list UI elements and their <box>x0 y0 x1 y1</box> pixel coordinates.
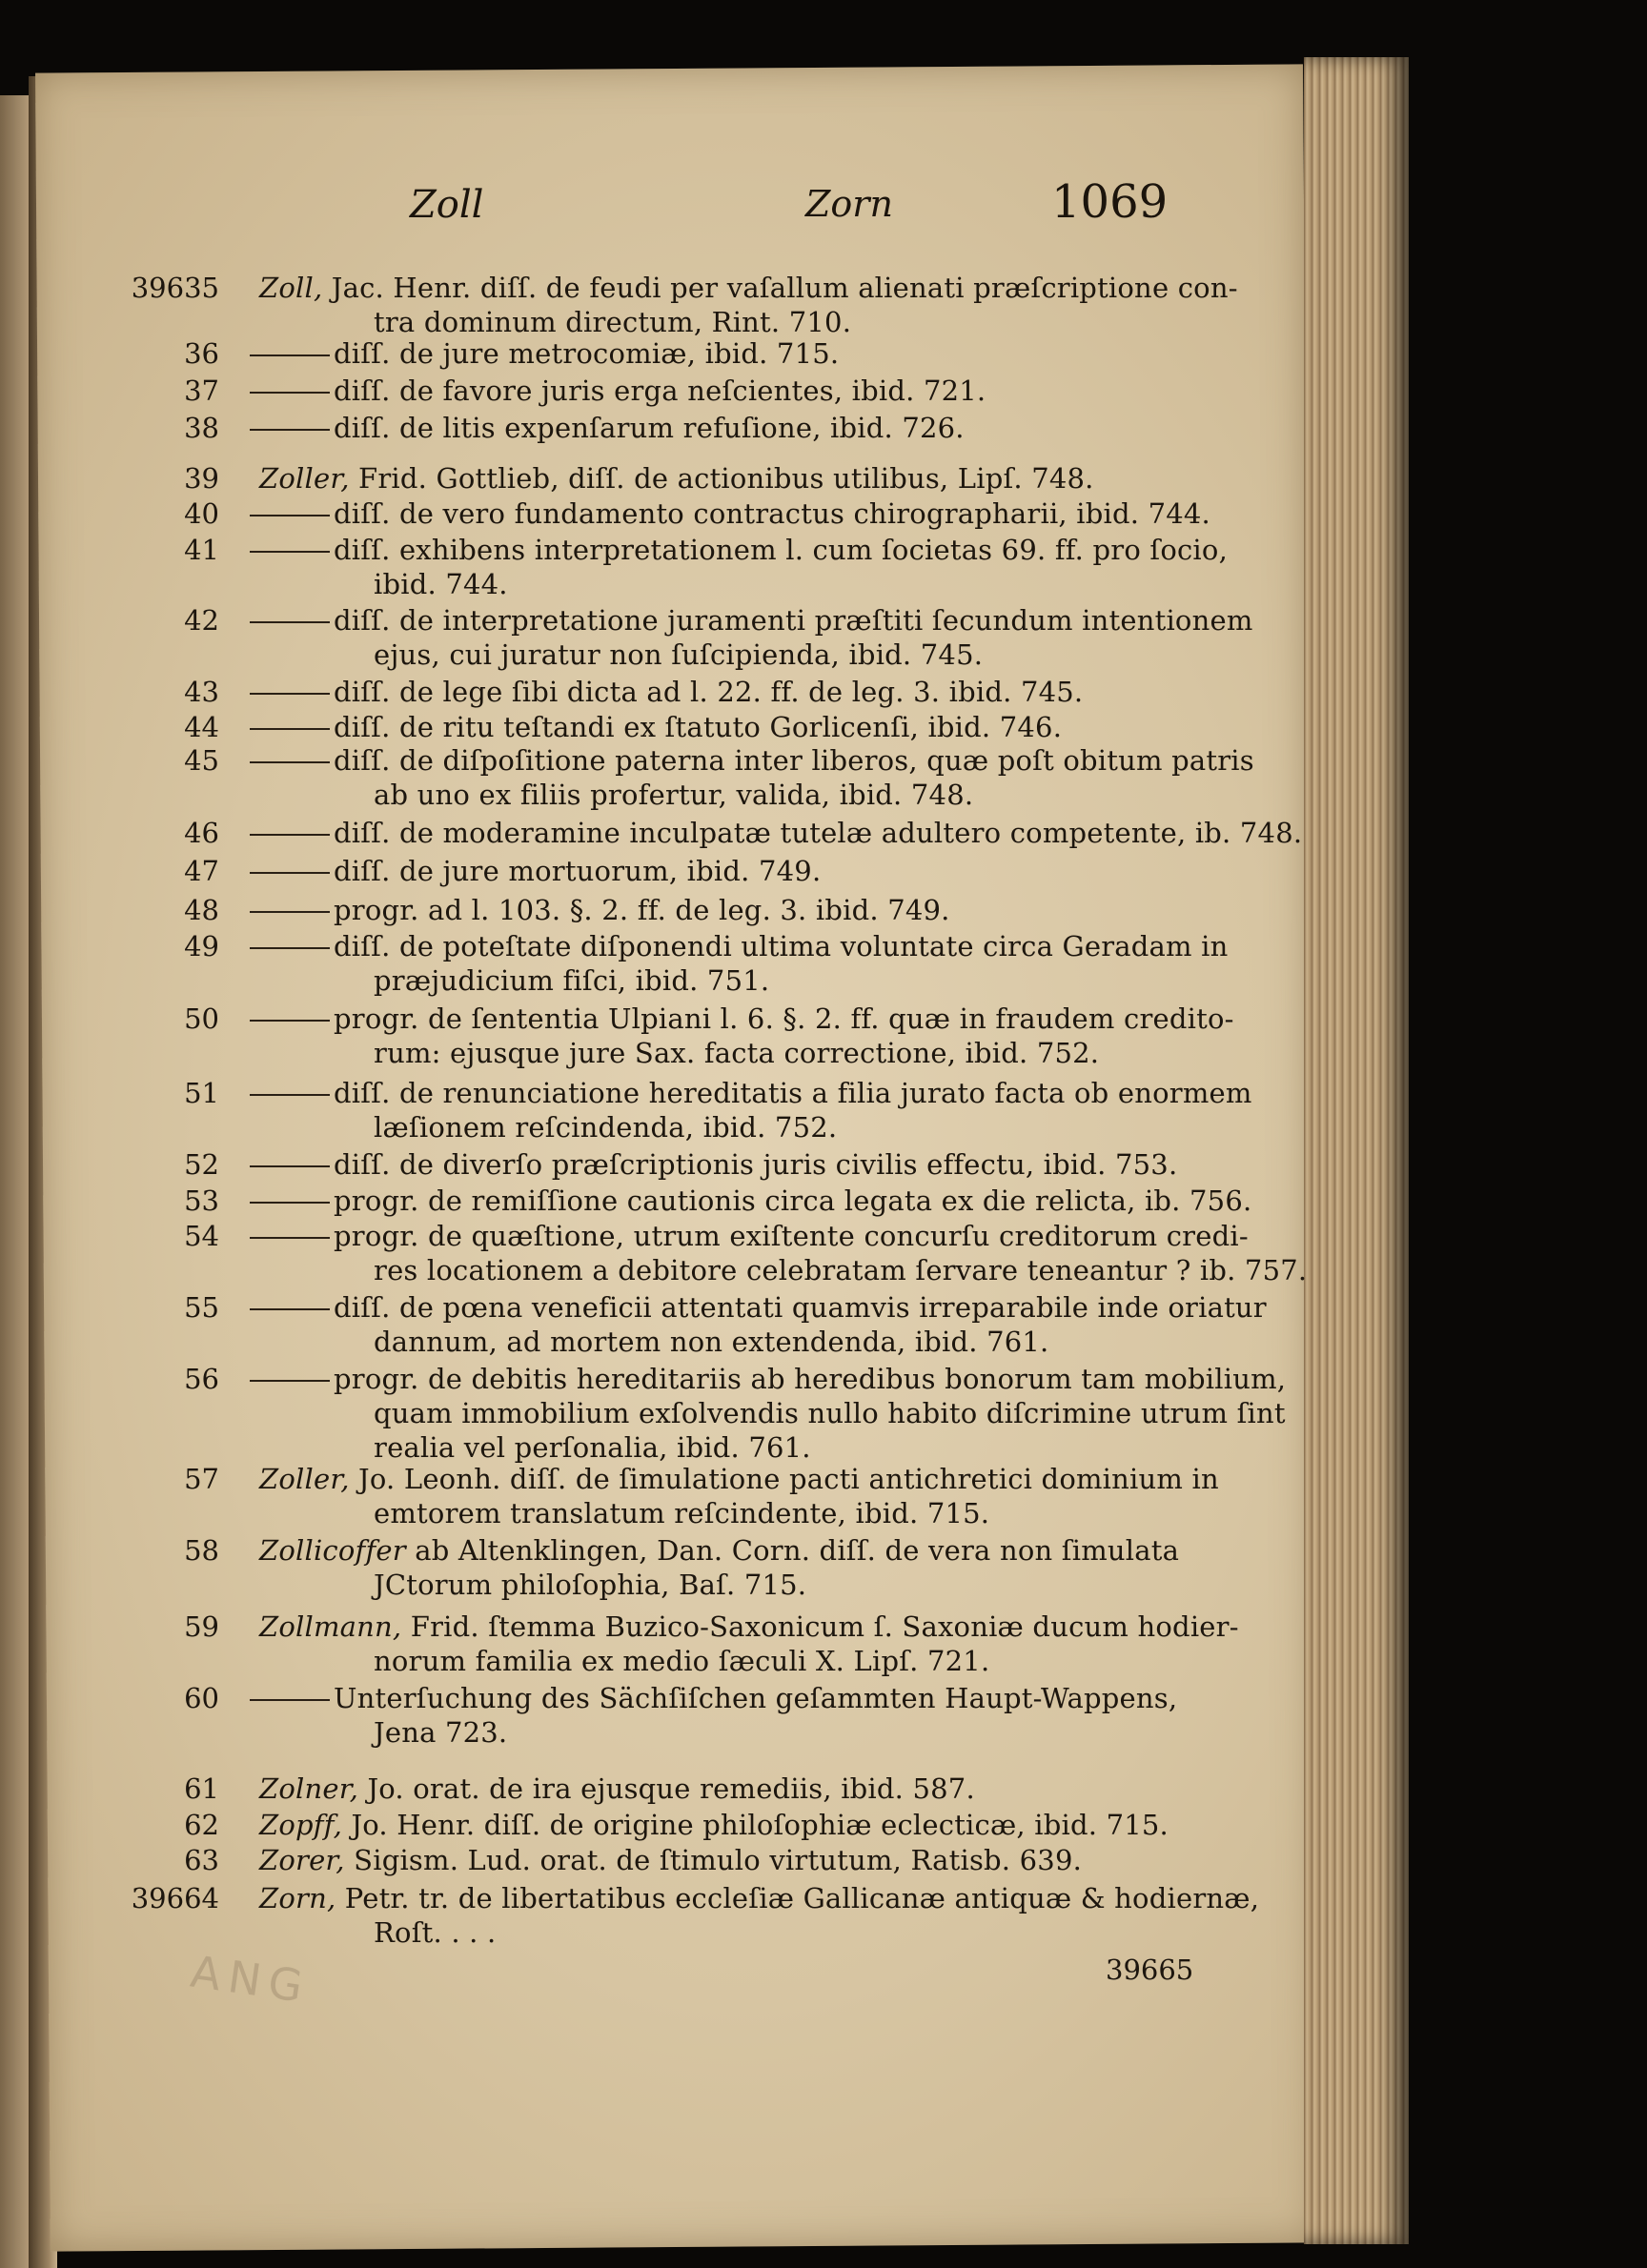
entry-text <box>259 1772 975 1805</box>
entry-text: diſſ. de poteſtate diſponendi ultima voluntate circa Geradam in <box>334 930 1229 962</box>
entry-text-continuation: Roſt. . . . <box>374 1916 497 1949</box>
entry-number: 59 <box>184 1610 219 1643</box>
author-name: Zolner, <box>259 1772 368 1805</box>
entry-text-continuation: emtorem translatum reſcindente, ibid. 715. <box>374 1497 990 1529</box>
entry-line: Jac. Henr. diſſ. de feudi per vaſallum alienati præſcriptione con- <box>331 272 1238 304</box>
entry-text: diſſ. de pœna veneficii attentati quamvis irreparabile inde oriatur <box>334 1291 1267 1324</box>
entry-line: Jo. orat. de ira ejusque remediis, ibid. 587. <box>367 1772 975 1805</box>
ditto-dash <box>250 728 330 730</box>
entry-text: diſſ. de lege ſibi dicta ad l. 22. ff. de leg. 3. ibid. 745. <box>334 676 1084 708</box>
entry-line: Frid. ſtemma Buzico-Saxonicum ſ. Saxoniæ ducum hodier- <box>410 1610 1239 1643</box>
entry-text: diſſ. de interpretatione juramenti præſtiti ſecundum intentionem <box>334 604 1253 637</box>
entry-number: 40 <box>184 497 219 530</box>
ditto-dash <box>250 515 330 516</box>
entry-number: 38 <box>184 412 219 444</box>
author-name: Zopff, <box>259 1809 352 1841</box>
entry-number: 43 <box>184 676 219 708</box>
entry-text: Unterſuchung des Sächſiſchen geſammten Haupt-Wappens, <box>334 1682 1178 1714</box>
entry-number: 53 <box>184 1185 219 1217</box>
ditto-dash <box>250 1165 330 1167</box>
entry-number: 54 <box>184 1220 219 1252</box>
entry-number: 62 <box>184 1809 219 1841</box>
entry-text-continuation: dannum, ad mortem non extendenda, ibid. 761. <box>374 1326 1049 1358</box>
entry-number: 57 <box>184 1463 219 1495</box>
entry-line: Frid. Gottlieb, diſſ. de actionibus utilibus, Lipſ. 748. <box>358 462 1094 495</box>
ditto-dash <box>250 392 330 394</box>
entry-number: 41 <box>184 534 219 566</box>
author-name: Zorer, <box>259 1844 355 1876</box>
entry-text: diſſ. de jure mortuorum, ibid. 749. <box>334 855 822 887</box>
entry-text-continuation: læſionem reſcindenda, ibid. 752. <box>374 1111 838 1144</box>
entry-line: Jo. Henr. diſſ. de origine philoſophiæ eclecticæ, ibid. 715. <box>351 1809 1169 1841</box>
ditto-dash <box>250 947 330 949</box>
header-center-name: Zorn <box>805 183 893 225</box>
entry-text <box>259 462 1094 495</box>
entry-text <box>259 1809 1169 1841</box>
entry-text: progr. de quæſtione, utrum exiſtente concurſu creditorum credi- <box>334 1220 1249 1252</box>
page-number: 1069 <box>1051 175 1169 229</box>
header-left-name: Zoll <box>410 183 484 227</box>
entry-number: 46 <box>184 817 219 849</box>
entry-text <box>259 272 1238 304</box>
entry-text: progr. ad l. 103. §. 2. ff. de leg. 3. ibid. 749. <box>334 894 950 926</box>
entry-number: 51 <box>184 1077 219 1109</box>
entry-text-continuation: ibid. 744. <box>374 568 508 600</box>
entry-text: diſſ. de renunciatione hereditatis a filia jurato facta ob enormem <box>334 1077 1252 1109</box>
entry-text: diſſ. de favore juris erga neſcientes, ibid. 721. <box>334 375 986 407</box>
entry-number: 55 <box>184 1291 219 1324</box>
entry-text <box>259 1882 1259 1914</box>
entry-number: 39664 <box>131 1882 219 1914</box>
entry-text <box>259 1463 1219 1495</box>
entry-text: progr. de remiſſione cautionis circa legata ex die relicta, ib. 756. <box>334 1185 1252 1217</box>
ditto-dash <box>250 551 330 553</box>
entry-text-continuation: Jena 723. <box>374 1716 508 1749</box>
entry-text-continuation: ab uno ex filiis profertur, valida, ibid. 748. <box>374 779 974 811</box>
entry-number: 45 <box>184 744 219 777</box>
faded-stamp: ANG <box>187 1945 314 2014</box>
entry-text: diſſ. de litis expenſarum refuſione, ibid. 726. <box>334 412 965 444</box>
author-name: Zollmann, <box>259 1610 411 1643</box>
entry-text-continuation: ejus, cui juratur non ſuſcipienda, ibid. 745. <box>374 638 984 671</box>
entry-text: diſſ. de diverſo præſcriptionis juris civilis effectu, ibid. 753. <box>334 1148 1178 1181</box>
ditto-dash <box>250 1308 330 1310</box>
entry-number: 60 <box>184 1682 219 1714</box>
author-name: Zoller, <box>259 462 359 495</box>
entry-text-continuation: norum familia ex medio ſæculi X. Lipſ. 721. <box>374 1645 990 1677</box>
entry-line: Petr. tr. de libertatibus eccleſiæ Gallicanæ antiquæ & hodiernæ, <box>344 1882 1260 1914</box>
ditto-dash <box>250 761 330 763</box>
entry-text: diſſ. de jure metrocomiæ, ibid. 715. <box>334 337 840 370</box>
entry-number: 42 <box>184 604 219 637</box>
entry-number: 48 <box>184 894 219 926</box>
entry-text <box>259 1534 1179 1567</box>
entry-text <box>259 1844 1082 1876</box>
entry-line: ab Altenklingen, Dan. Corn. diſſ. de vera non ſimulata <box>415 1534 1180 1567</box>
entry-text: diſſ. de ritu teſtandi ex ſtatuto Gorlicenſi, ibid. 746. <box>334 711 1063 743</box>
entry-number: 61 <box>184 1772 219 1805</box>
entry-line: Jo. Leonh. diſſ. de ſimulatione pacti antichretici dominium in <box>358 1463 1219 1495</box>
entry-number: 44 <box>184 711 219 743</box>
entry-text: progr. de ſententia Ulpiani l. 6. §. 2. ff. quæ in fraudem credito- <box>334 1002 1234 1035</box>
author-name: Zorn, <box>259 1882 345 1914</box>
entry-text: diſſ. de moderamine inculpatæ tutelæ adultero competente, ib. 748. <box>334 817 1303 849</box>
entry-number: 52 <box>184 1148 219 1181</box>
entry-text-continuation: realia vel perſonalia, ibid. 761. <box>374 1431 811 1464</box>
entry-text-continuation: præjudicium fiſci, ibid. 751. <box>374 964 770 997</box>
entry-text: diſſ. de vero fundamento contractus chirographarii, ibid. 744. <box>334 497 1210 530</box>
author-name: Zoll, <box>259 272 332 304</box>
entry-text-continuation: JCtorum philoſophia, Baſ. 715. <box>374 1569 807 1601</box>
entry-number: 37 <box>184 375 219 407</box>
entry-text: diſſ. de diſpoſitione paterna inter liberos, quæ poſt obitum patris <box>334 744 1254 777</box>
ditto-dash <box>250 1380 330 1382</box>
author-name: Zoller, <box>259 1463 359 1495</box>
entry-number: 49 <box>184 930 219 962</box>
entry-number: 50 <box>184 1002 219 1035</box>
entry-number: 58 <box>184 1534 219 1567</box>
entry-number: 39635 <box>131 272 219 304</box>
ditto-dash <box>250 621 330 623</box>
ditto-dash <box>250 1020 330 1022</box>
entry-text-continuation: rum: ejusque jure Sax. facta correctione, ibid. 752. <box>374 1037 1100 1069</box>
ditto-dash <box>250 872 330 874</box>
ditto-dash <box>250 1094 330 1096</box>
ditto-dash <box>250 1699 330 1701</box>
entry-text <box>259 1610 1239 1643</box>
entry-number: 63 <box>184 1844 219 1876</box>
entry-text-continuation: quam immobilium exſolvendis nullo habito diſcrimine utrum ſint <box>374 1397 1286 1429</box>
ditto-dash <box>250 354 330 356</box>
entry-text-continuation: res locationem a debitore celebratam ſervare teneantur ? ib. 757. <box>374 1254 1308 1286</box>
ditto-dash <box>250 693 330 695</box>
ditto-dash <box>250 1202 330 1204</box>
ditto-dash <box>250 911 330 913</box>
author-name: Zollicoffer <box>259 1534 416 1567</box>
entry-text-continuation: tra dominum directum, Rint. 710. <box>374 306 852 338</box>
entry-number: 47 <box>184 855 219 887</box>
entry-text: progr. de debitis hereditariis ab heredibus bonorum tam mobilium, <box>334 1363 1287 1395</box>
entry-number: 56 <box>184 1363 219 1395</box>
entry-number: 39 <box>184 462 219 495</box>
ditto-dash <box>250 834 330 836</box>
entry-text: diſſ. exhibens interpretationem l. cum ſocietas 69. ff. pro ſocio, <box>334 534 1228 566</box>
ditto-dash <box>250 1237 330 1239</box>
catchword: 39665 <box>1106 1954 1194 1986</box>
entry-line: Sigism. Lud. orat. de ſtimulo virtutum, Ratisb. 639. <box>354 1844 1083 1876</box>
ditto-dash <box>250 429 330 431</box>
entry-number: 36 <box>184 337 219 370</box>
